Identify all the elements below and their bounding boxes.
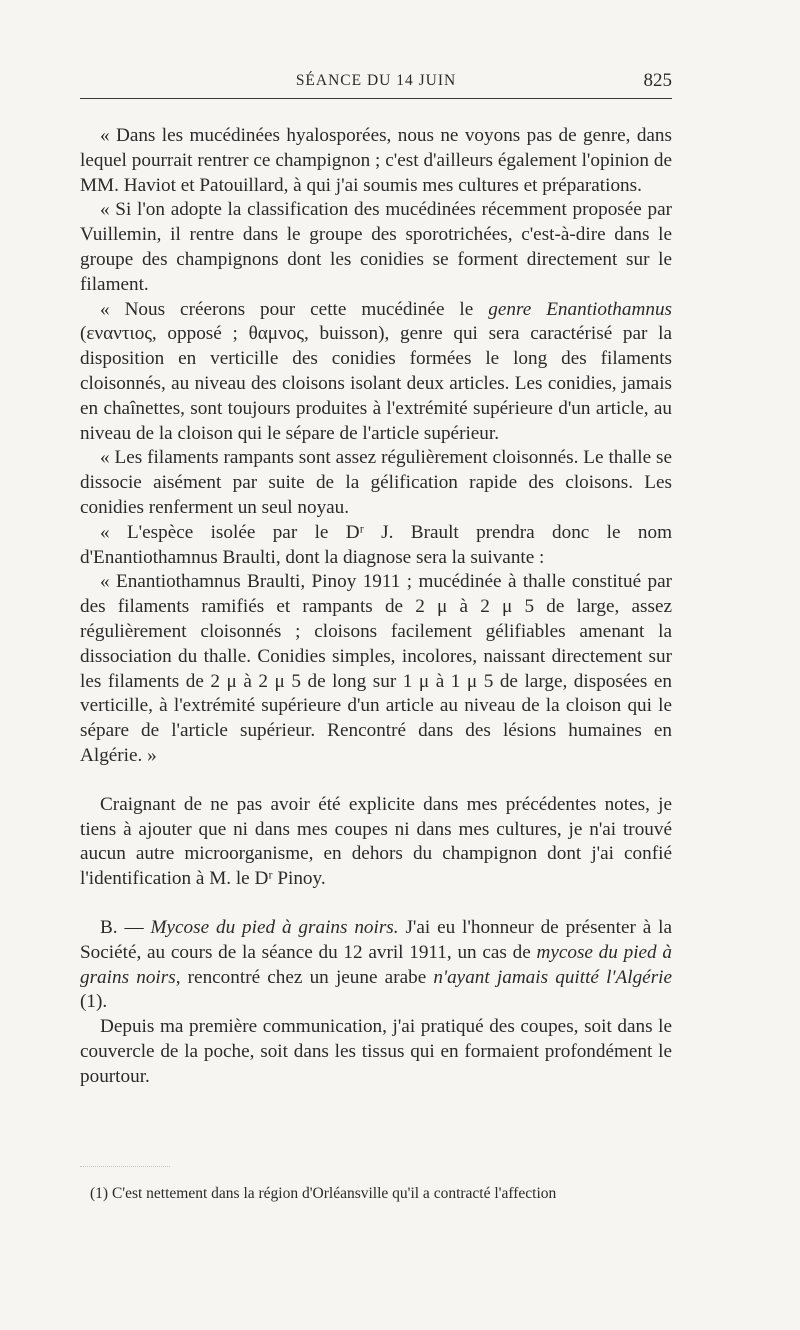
footnote	[90, 1184, 672, 1204]
footnote-separator	[80, 1166, 170, 1167]
paragraph-classification: « Si l'on adopte la classification des mucédinées récemment proposée par Vuillemin, il rentre dans le groupe des sporotrichées, c'est-à-dire dans le groupe des champignons dont les conidies se forment directement sur le filament.	[80, 199, 672, 295]
mycose-text-1: J'ai eu l'honneur de présenter à la Société, au cours de la séance du 12 avril 1911, un cas de	[80, 916, 672, 963]
paragraph-explicit: Craignant de ne pas avoir été explicite dans mes précédentes notes, je tiens à ajouter que ni dans mes coupes ni dans mes cultures, je n'ai trouvé aucun autre microorganisme, en dehors du champignon dont j'ai confié l'identification à M. le Dʳ Pinoy.	[80, 793, 672, 890]
mycose-italic-2: n'ayant jamais quitté l'Algérie	[433, 966, 673, 988]
genus-name: genre Enantiothamnus	[488, 298, 673, 320]
paragraph-diagnosis: « Enantiothamnus Braulti, Pinoy 1911 ; mucédinée à thalle constitué par des filaments ramifiés et rampants de 2 μ à 2 μ 5 de large, assez régulièrement cloisonnés ; cloisons facilement gélifiables amenant la dissociation du thalle. Conidies simples, incolores, naissant directement sur les filaments de 2 μ à 2 μ 5 de long sur 1 μ à 1 μ 5 de large, disposées en verticille, à l'extrémité supérieure d'un article au niveau de la cloison qui le sépare de l'article supérieur. Rencontré dans des lésions humaines en Algérie. »	[80, 571, 672, 766]
paragraph-mycose	[80, 916, 672, 1015]
paragraph-hyalosporees: « Dans les mucédinées hyalosporées, nous ne voyons pas de genre, dans lequel pourrait rentrer ce champignon ; c'est d'ailleurs également l'opinion de MM. Haviot et Patouillard, à qui j'ai soumis mes cultures et préparations.	[80, 125, 672, 196]
body-text	[80, 124, 672, 1089]
mycose-text-2: , rencontré chez un jeune arabe	[175, 966, 434, 988]
page-number: 825	[643, 70, 672, 91]
section-title: Mycose du pied à grains noirs.	[150, 916, 399, 938]
section-label: B. —	[100, 916, 151, 938]
footnote-marker: (1)	[90, 1185, 109, 1202]
mycose-italic-1: mycose du pied à grains noirs	[80, 941, 672, 988]
paragraph-filaments: « Les filaments rampants sont assez régulièrement cloisonnés. Le thalle se dissocie aisément par suite de la gélification rapide des cloisons. Les conidies renferment un seul noyau.	[80, 447, 672, 518]
paragraph-new-genus-post: (εναντιος, opposé ; θαμνος, buisson), genre qui sera caractérisé par la disposition en verticille des conidies formées le long des filaments cloisonnés, au niveau des cloisons isolant deux articles. Les conidies, jamais en chaînettes, sont toujours produites à l'extrémité supérieure d'un article, au niveau de la cloison qui le sépare de l'article supérieur.	[80, 323, 672, 444]
paragraph-new-genus	[80, 298, 672, 447]
paragraph-new-genus-pre: « Nous créerons pour cette mucédinée le	[100, 298, 489, 320]
footnote-text: C'est nettement dans la région d'Orléansville qu'il a contracté l'affection	[111, 1185, 557, 1202]
footnote-reference: (1).	[80, 991, 108, 1013]
running-title: SÉANCE DU 14 JUIN	[295, 72, 457, 89]
paragraph-species: « L'espèce isolée par le Dʳ J. Brault prendra donc le nom d'Enantiothamnus Braulti, dont la diagnose sera la suivante :	[80, 521, 672, 568]
running-header	[80, 68, 672, 99]
paragraph-coupes: Depuis ma première communication, j'ai pratiqué des coupes, soit dans le couvercle de la poche, soit dans les tissus qui en formaient profondément le pourtour.	[80, 1016, 672, 1087]
